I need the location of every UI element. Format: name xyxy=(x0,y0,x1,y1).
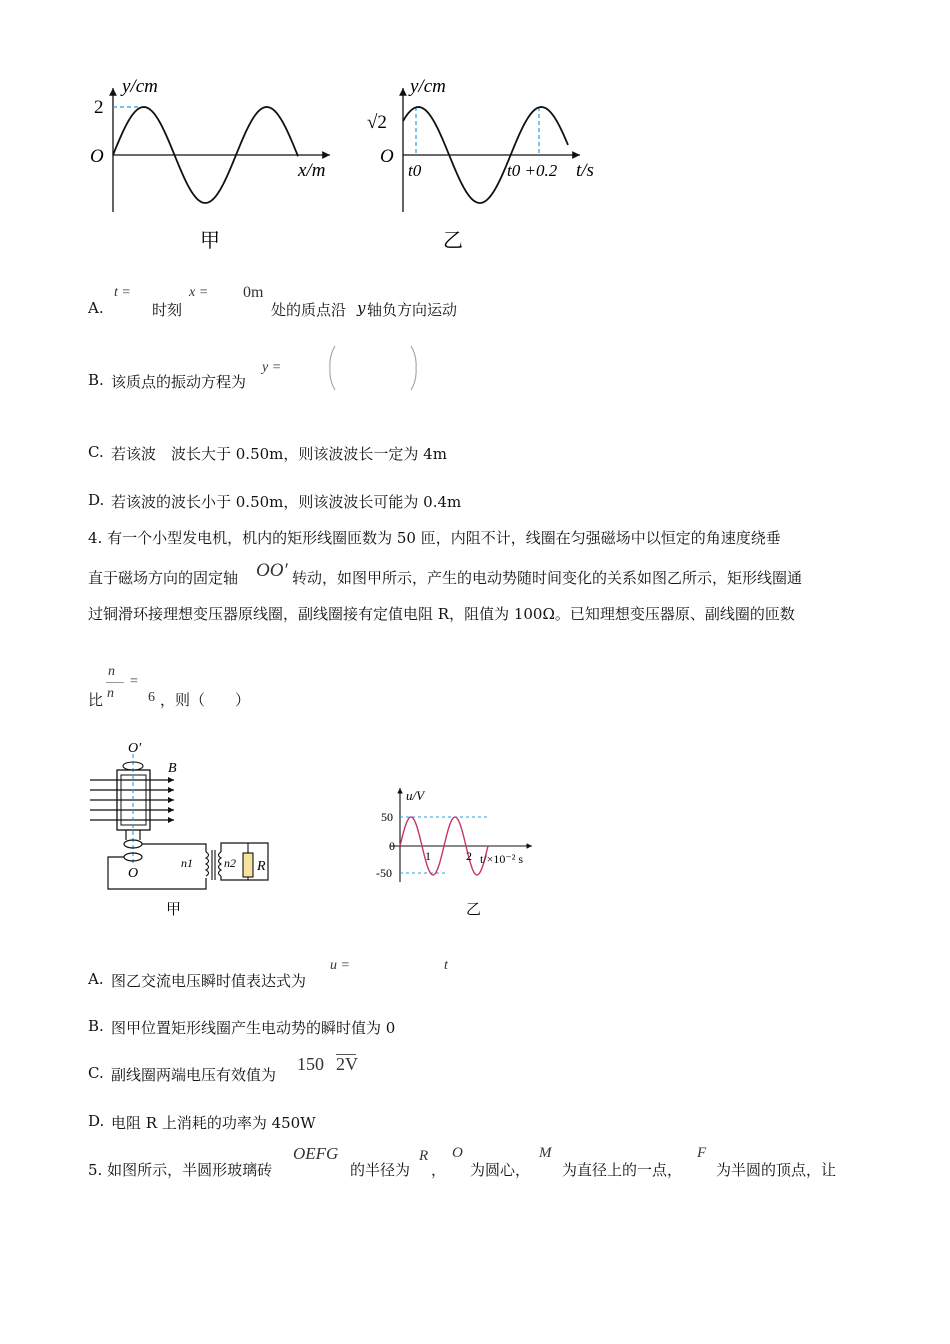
q4-a-math-u: u = xyxy=(330,958,350,973)
q4-a-label: A. xyxy=(88,970,104,988)
q4-d-label: D. xyxy=(88,1112,105,1130)
q4-line2-b: 转动，如图甲所示，产生的电动势随时间变化的关系如图乙所示，矩形线圈通 xyxy=(292,569,803,587)
gen-caption: 甲 xyxy=(166,902,182,918)
q3-a-part3: 轴负方向运动 xyxy=(367,301,458,319)
q3-a-math-0m: 0m xyxy=(243,284,264,301)
q5-math-oefg: OEFG xyxy=(293,1144,339,1163)
jia-x-label: x/m xyxy=(298,160,326,181)
q5-math-m: M xyxy=(539,1145,552,1161)
q4-line4-b: ，则（ ） xyxy=(160,691,251,709)
q3-c-label: C. xyxy=(88,443,104,461)
q3-b-math-y: y = xyxy=(262,360,282,375)
q3-a-part1: 时刻 xyxy=(152,301,183,319)
q4-ratio-n1: n xyxy=(108,664,115,679)
q3-b-formula-brackets xyxy=(326,344,421,394)
q3-d-label: D. xyxy=(88,491,105,509)
q4-c-label: C. xyxy=(88,1064,104,1082)
q5-math-f: F xyxy=(697,1145,707,1161)
yi-tick-t0: t0 xyxy=(408,161,422,180)
q4-a-text: 图乙交流电压瞬时值表达式为 xyxy=(111,972,307,990)
volt-x-label: t/×10⁻² s xyxy=(480,852,524,866)
q3-b-text: 该质点的振动方程为 xyxy=(111,373,247,391)
q4-figures-svg xyxy=(80,740,560,930)
q4-c-math-val: 150 xyxy=(297,1054,324,1074)
q4-d-text: 电阻 R 上消耗的功率为 450W xyxy=(111,1114,316,1132)
q5-math-o: O xyxy=(452,1145,463,1161)
q4-c-text: 副线圈两端电压有效值为 xyxy=(111,1066,277,1084)
q3-d-text: 若该波的波长小于 0.50m，则该波波长可能为 0.4m xyxy=(111,493,462,511)
volt-tick-2: 2 xyxy=(466,849,472,863)
yi-x-label: t/s xyxy=(576,160,594,181)
yi-caption: 乙 xyxy=(443,230,463,252)
volt-tick-1: 1 xyxy=(425,849,431,863)
q4-b-label: B. xyxy=(88,1017,104,1035)
q4-line4-a: 比 xyxy=(88,691,104,709)
q4-ratio-eq: = xyxy=(130,674,138,689)
q3-b-label: B. xyxy=(88,371,104,389)
q4-line2-a: 直于磁场方向的固定轴 xyxy=(88,569,239,587)
q4-ratio-n2: n xyxy=(107,686,114,701)
q3-a-part2: 处的质点沿 xyxy=(271,301,347,319)
q5-text-point: 为直径上的一点， xyxy=(562,1161,683,1179)
q4-c-math-unit: 2V xyxy=(336,1054,358,1074)
q3-a-var-y: y xyxy=(357,299,366,317)
gen-label-o-prime: O′ xyxy=(128,741,142,756)
volt-tick-50: 50 xyxy=(381,810,393,824)
gen-label-b: B xyxy=(168,761,177,776)
q4-ratio-val: 6 xyxy=(148,690,155,705)
graph-jia xyxy=(90,76,330,252)
q3-graphs-svg xyxy=(80,70,620,260)
yi-y-label: y/cm xyxy=(410,76,446,97)
volt-tick-m50: -50 xyxy=(376,866,392,880)
volt-y-label: u/V xyxy=(406,788,425,803)
q5-math-r: R xyxy=(419,1148,429,1164)
q3-c-text: 若该波 波长大于 0.50m，则该波波长一定为 4m xyxy=(111,445,447,463)
q3-a-math-x: x = xyxy=(189,285,209,300)
gen-label-n2: n2 xyxy=(224,856,236,870)
graph-yi xyxy=(367,76,594,252)
volt-caption: 乙 xyxy=(466,902,482,918)
jia-caption: 甲 xyxy=(200,230,220,252)
gen-label-o: O xyxy=(128,866,139,881)
q4-figure xyxy=(80,740,560,930)
yi-tick-t02: t0 +0.2 xyxy=(507,161,558,180)
yi-amplitude-tick: √2 xyxy=(367,112,387,133)
q3-a-label: A. xyxy=(88,299,104,317)
q5-comma: ， xyxy=(431,1161,447,1179)
q4-axis-math: OO′ xyxy=(256,560,288,581)
q3-a-math-t: t = xyxy=(114,285,131,300)
q5-text-radius: 的半径为 xyxy=(350,1161,411,1179)
jia-origin: O xyxy=(90,146,104,167)
q4-line3: 过铜滑环接理想变压器原线圈，副线圈接有定值电阻 R，阻值为 100Ω。已知理想变压器原、副线圈的匝数 xyxy=(88,605,795,623)
q4-ratio-bar xyxy=(106,682,124,683)
voltage-graph xyxy=(376,788,532,918)
q3-figure xyxy=(80,70,620,260)
q4-line1: 4. 有一个小型发电机，机内的矩形线圈匝数为 50 匝，内阻不计，线圈在匀强磁场中以恒定的角速度绕垂 xyxy=(88,529,781,547)
jia-y-label: y/cm xyxy=(122,76,158,97)
generator-diagram xyxy=(90,741,268,918)
q4-b-text: 图甲位置矩形线圈产生电动势的瞬时值为 0 xyxy=(111,1019,396,1037)
q4-a-math-t: t xyxy=(444,958,448,973)
q5-text-top: 为半圆的顶点，让 xyxy=(716,1161,837,1179)
gen-label-r: R xyxy=(257,859,266,874)
yi-origin: O xyxy=(380,146,394,167)
q5-text-center: 为圆心， xyxy=(470,1161,531,1179)
volt-tick-0: 0 xyxy=(389,839,395,853)
gen-label-n1: n1 xyxy=(181,856,193,870)
jia-amplitude-tick: 2 xyxy=(94,97,104,118)
q5-prefix: 5. 如图所示，半圆形玻璃砖 xyxy=(88,1161,273,1179)
